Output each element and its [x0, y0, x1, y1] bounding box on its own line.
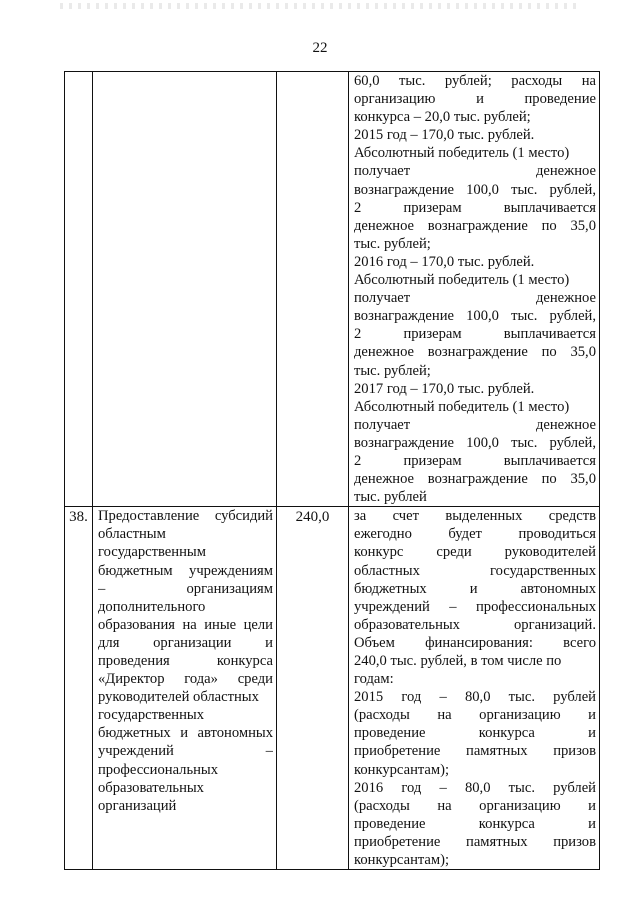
measure-name-cell — [93, 507, 277, 870]
text-line: бюджетным учреждениям — [98, 562, 273, 579]
table-row-continuation — [65, 72, 600, 507]
text-line: бюджетных и автономных — [354, 580, 596, 597]
text-line: тыс. рублей; — [354, 235, 431, 252]
text-line: (расходы на организацию и — [354, 707, 596, 724]
text-line: 2 призерам выплачивается — [354, 326, 596, 343]
description-cell — [349, 72, 600, 507]
amount-cell — [277, 72, 349, 507]
text-line: 2016 год – 170,0 тыс. рублей. — [354, 253, 535, 270]
text-line: конкурс среди руководителей — [354, 544, 596, 561]
description-cell — [349, 507, 600, 870]
text-line: 2016 год – 80,0 тыс. рублей — [354, 779, 596, 796]
text-line: (расходы на организацию и — [354, 797, 596, 814]
text-line: организацию и проведение — [354, 91, 596, 108]
text-line: Абсолютный победитель (1 место) — [354, 145, 570, 162]
text-line: годам: — [354, 671, 394, 688]
text-line: 2015 год – 80,0 тыс. рублей — [354, 689, 596, 706]
text-line: вознаграждение 100,0 тыс. рублей, — [354, 181, 596, 198]
text-line: конкурсантам); — [354, 761, 450, 778]
text-line: вознаграждение 100,0 тыс. рублей, — [354, 308, 596, 325]
text-line: Абсолютный победитель (1 место) — [354, 272, 570, 289]
measure-name-cell — [93, 72, 277, 507]
amount-cell: 240,0 — [277, 507, 349, 870]
text-line: получает денежное — [354, 290, 596, 307]
text-line: учреждений – профессиональных — [354, 598, 596, 615]
text-line: учреждений – — [98, 743, 273, 760]
text-line: бюджетных и автономных — [98, 725, 273, 742]
text-line: руководителей областных — [98, 689, 259, 706]
text-line: – организациям — [98, 580, 273, 597]
text-line: дополнительного — [98, 598, 206, 615]
text-line: областным — [98, 526, 166, 543]
text-line: проведение конкурса и — [354, 815, 596, 832]
text-line: Объем финансирования: всего — [354, 634, 596, 651]
text-line: приобретение памятных призов — [354, 833, 596, 850]
text-line: проведения конкурса — [98, 653, 273, 669]
text-line: 2017 год – 170,0 тыс. рублей. — [354, 380, 535, 397]
text-line: денежное вознаграждение по 35,0 — [354, 344, 596, 361]
text-line: образовательных организаций. — [354, 616, 596, 633]
text-line: получает денежное — [354, 163, 596, 180]
text-line: денежное вознаграждение по 35,0 — [354, 471, 596, 488]
text-line: ежегодно будет проводиться — [354, 526, 596, 543]
table-row-38 — [65, 507, 600, 870]
description-text — [349, 72, 599, 506]
text-line: государственных — [98, 707, 205, 724]
text-line: получает денежное — [354, 416, 596, 433]
text-line: проведение конкурса и — [354, 725, 596, 742]
text-line: приобретение памятных призов — [354, 743, 596, 760]
text-line: профессиональных — [98, 761, 219, 778]
text-line: Абсолютный победитель (1 место) — [354, 398, 570, 415]
measure-name-text — [93, 507, 276, 815]
text-line: образовательных — [98, 779, 204, 796]
text-line: 2 призерам выплачивается — [354, 199, 596, 216]
text-line: для организации и — [98, 634, 273, 651]
text-line: тыс. рублей; — [354, 362, 431, 379]
text-line: 2 призерам выплачивается — [354, 452, 596, 469]
text-line: Предоставление субсидий — [98, 508, 273, 525]
text-line: 60,0 тыс. рублей; расходы на — [354, 73, 596, 89]
text-line: вознаграждение 100,0 тыс. рублей, — [354, 434, 596, 451]
text-line: конкурса – 20,0 тыс. рублей; — [354, 109, 531, 126]
text-line: государственным — [98, 544, 206, 561]
text-line: тыс. рублей — [354, 489, 427, 506]
row-number-cell: 38. — [65, 507, 93, 870]
text-line: 2015 год – 170,0 тыс. рублей. — [354, 127, 535, 144]
text-line: конкурсантам); — [354, 852, 450, 869]
scan-artifact — [60, 3, 580, 9]
text-line: денежное вознаграждение по 35,0 — [354, 217, 596, 234]
text-line: 240,0 тыс. рублей, в том числе по — [354, 653, 562, 669]
program-measures-table — [64, 71, 600, 870]
row-number-cell — [65, 72, 93, 507]
text-line: областных государственных — [354, 562, 596, 579]
description-text — [349, 507, 599, 869]
text-line: образования на иные цели — [98, 616, 273, 633]
text-line: за счет выделенных средств — [354, 508, 596, 525]
text-line: организаций — [98, 797, 177, 814]
text-line: «Директор года» среди — [98, 671, 273, 688]
page-number: 22 — [312, 40, 328, 56]
